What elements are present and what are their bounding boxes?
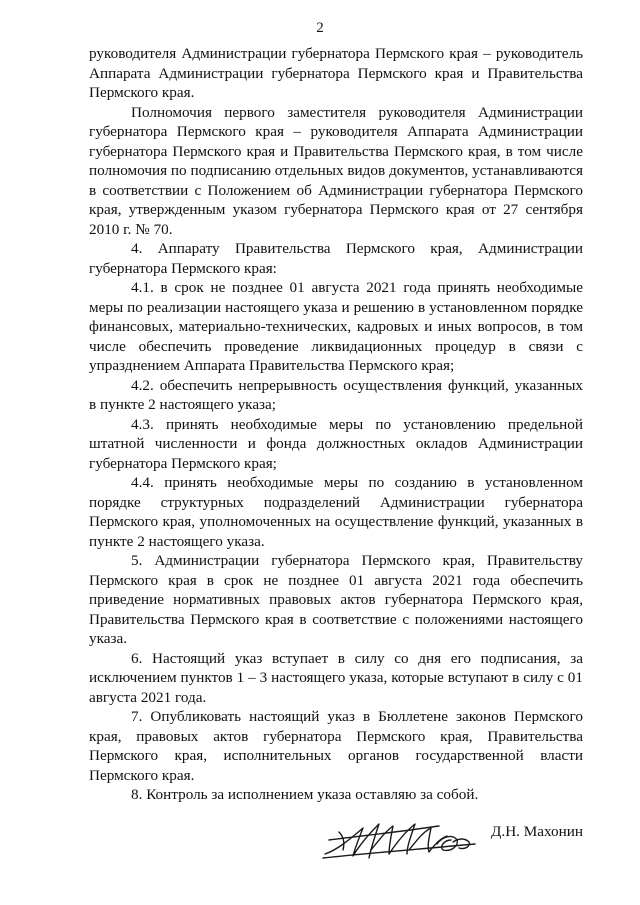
paragraph-item-4-4: 4.4. принять необходимые меры по созданию в установленном порядке структурных подразделений Администрации губернатора Пермского края, уполномоченных на осуществление функций, указанных в пункте 2 настоящего указа. <box>89 474 583 550</box>
paragraph-item-7: 7. Опубликовать настоящий указ в Бюллетене законов Пермского края, правовых актов губернатора Пермского края, Правительства Пермского края, исполнительных органов государственной власти Пермского края. <box>89 708 583 784</box>
signature-block <box>89 806 583 868</box>
paragraph-item-5: 5. Администрации губернатора Пермского края, Правительству Пермского края в срок не позднее 01 августа 2021 года обеспечить приведение нормативных правовых актов губернатора Пермского края, Правительства Пермского края в соответствие с положениями настоящего указа. <box>89 552 583 647</box>
paragraph-first-deputy-powers: Полномочия первого заместителя руководителя Администрации губернатора Пермского края – руководителя Аппарата Администрации губернатора Пермского края и Правительства Пермского края, в том числе полномочия по подписанию отдельных видов документов, устанавливаются в соответствии с Положением об Администрации губернатора Пермского края, утвержденным указом губернатора Пермского края от 27 сентября 2010 г. № 70. <box>89 103 583 238</box>
page-number: 2 <box>316 20 324 36</box>
paragraph-item-4-2: 4.2. обеспечить непрерывность осуществления функций, указанных в пункте 2 настоящего указа; <box>89 376 583 413</box>
decree-body <box>89 44 583 805</box>
paragraph-item-6: 6. Настоящий указ вступает в силу со дня его подписания, за исключением пунктов 1 – 3 настоящего указа, которые вступают в силу с 01 августа 2021 года. <box>89 649 583 706</box>
paragraph-item-4-3: 4.3. принять необходимые меры по установлению предельной штатной численности и фонда должностных окладов Администрации губернатора Пермского края; <box>89 415 583 472</box>
signer-name: Д.Н. Махонин <box>491 823 583 840</box>
paragraph-continuation: руководителя Администрации губернатора Пермского края – руководитель Аппарата Администрации губернатора Пермского края и Правительства Пермского края. <box>89 45 583 101</box>
handwritten-signature <box>319 810 479 866</box>
paragraph-item-8: 8. Контроль за исполнением указа оставляю за собой. <box>131 786 479 803</box>
paragraph-item-4: 4. Аппарату Правительства Пермского края, Администрации губернатора Пермского края: <box>89 240 583 277</box>
paragraph-item-4-1: 4.1. в срок не позднее 01 августа 2021 года принять необходимые меры по реализации настоящего указа и решению в установленном порядке финансовых, материально-технических, кадровых и иных вопросов, в том числе обеспечить проведение ликвидационных процедур в связи с упразднением Аппарата Правительства Пермского края; <box>89 279 583 374</box>
